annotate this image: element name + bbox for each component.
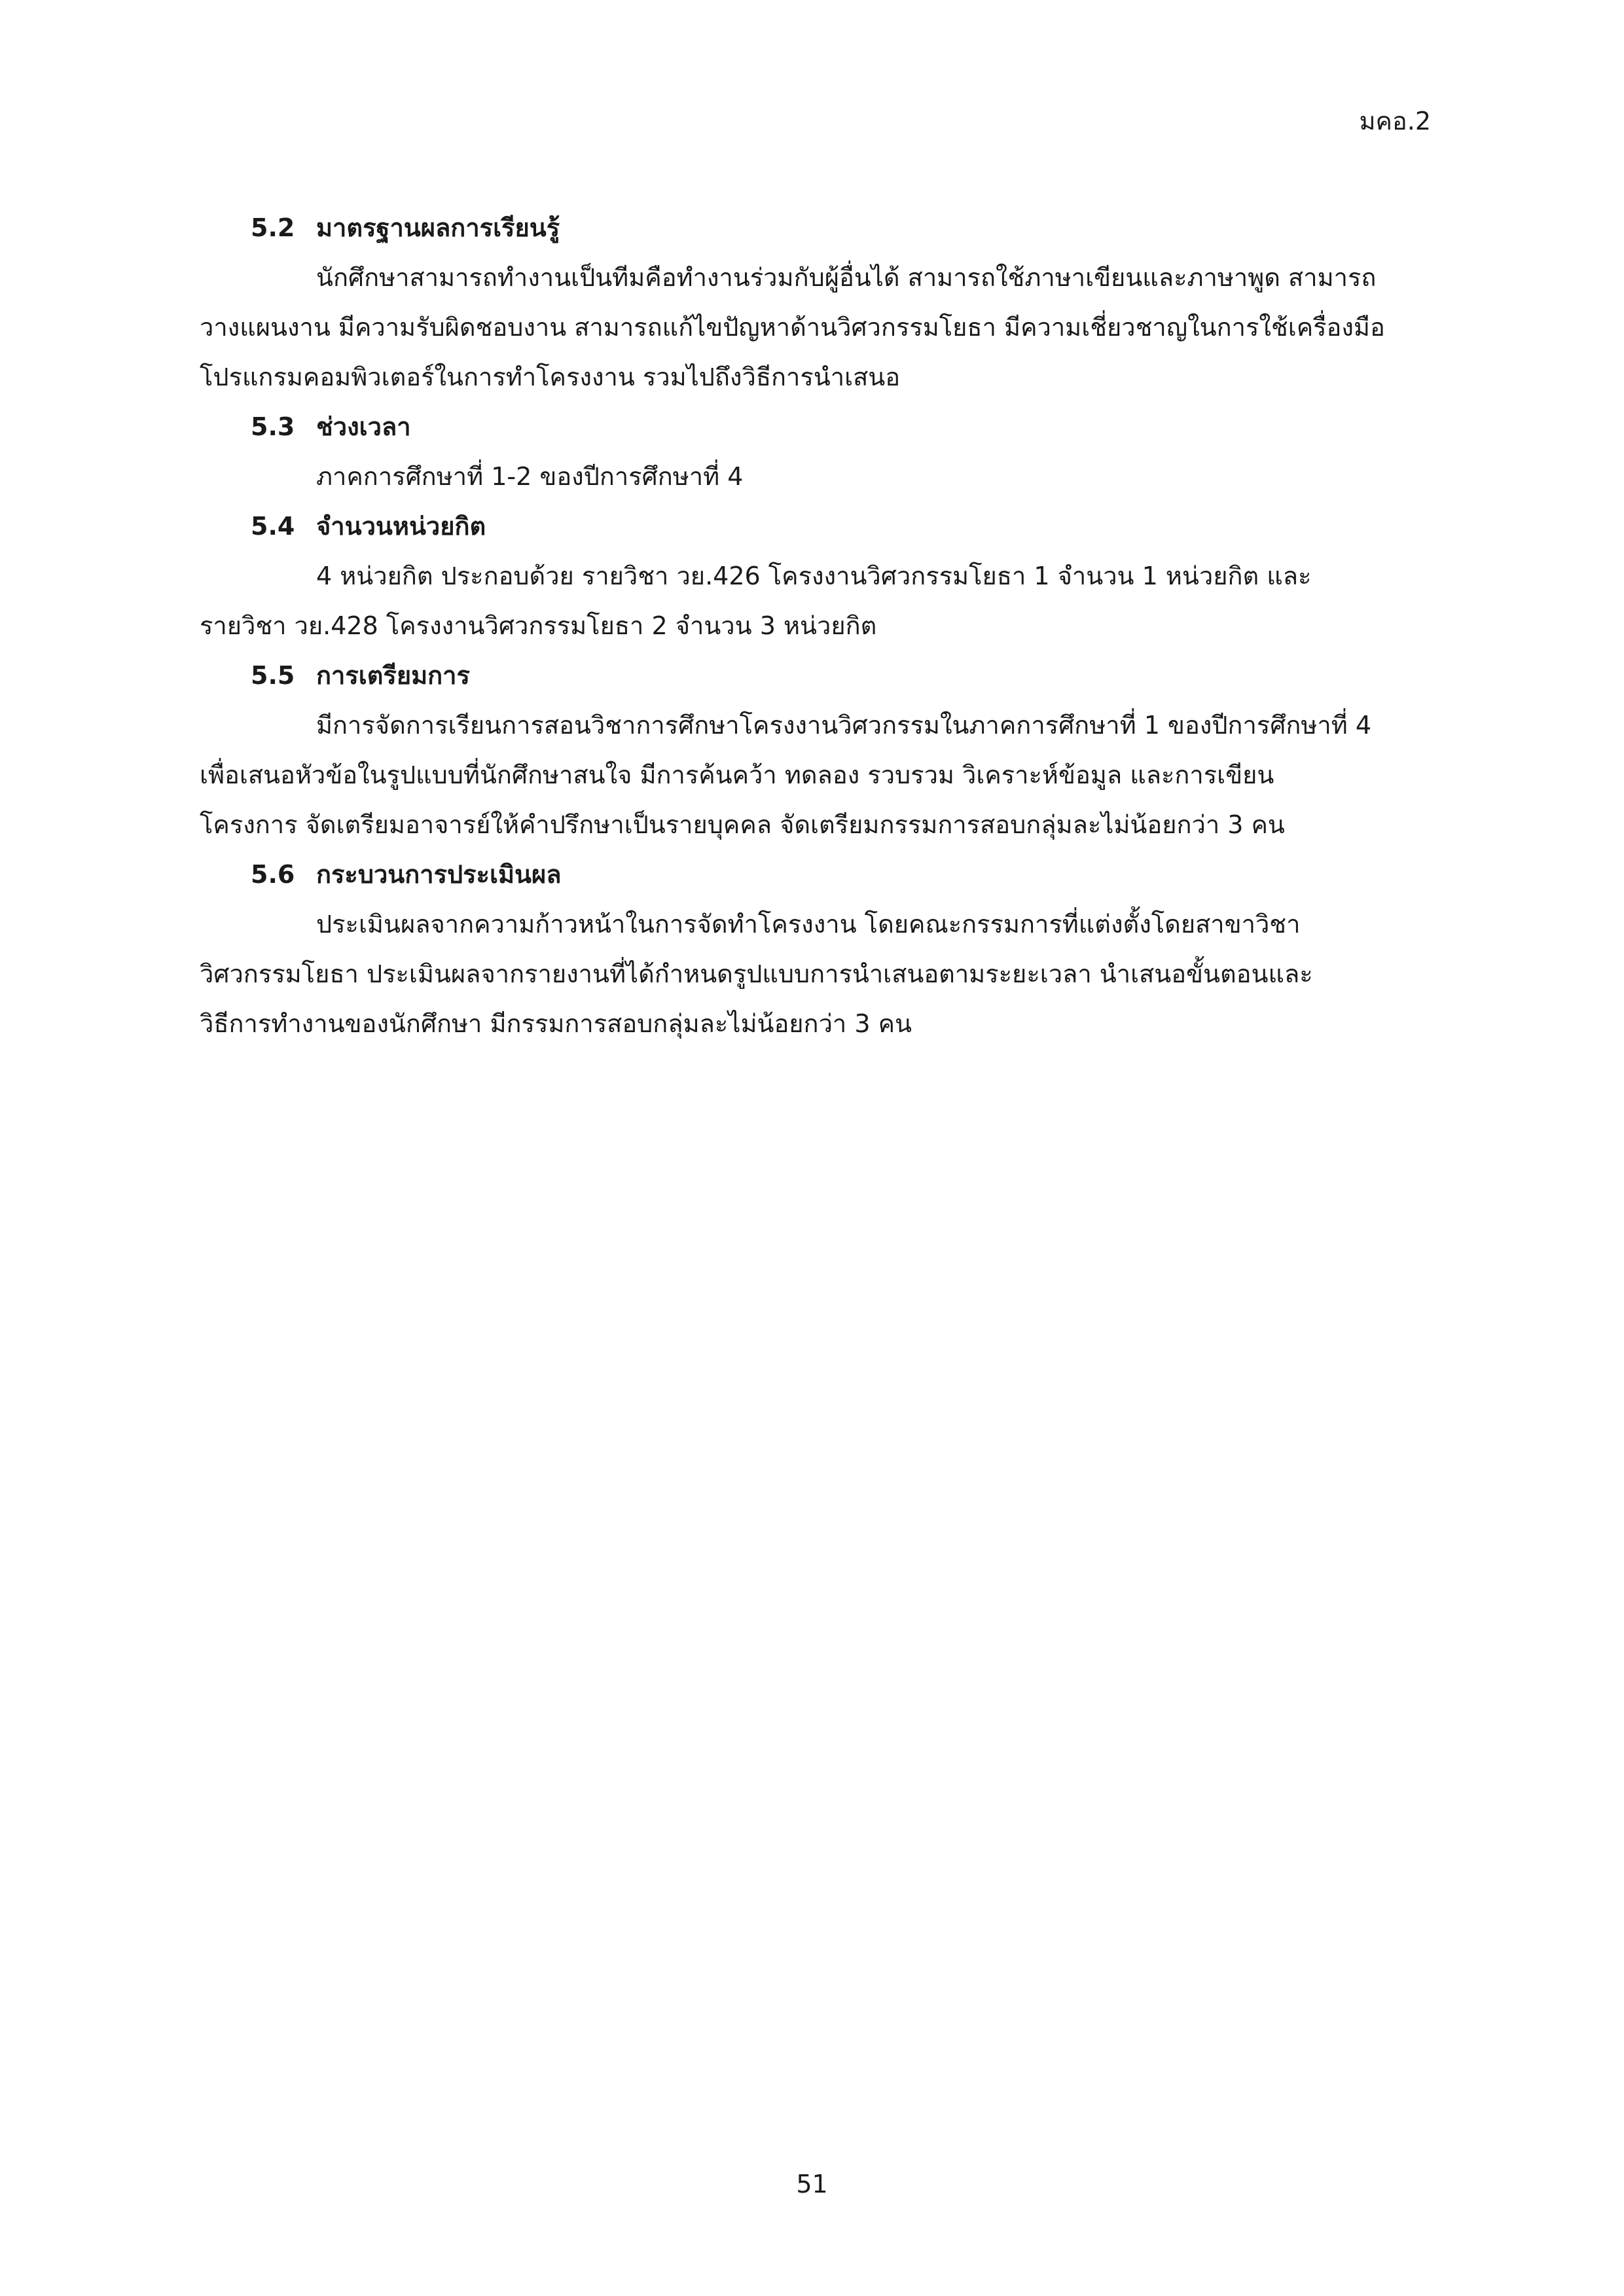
section-number: 5.6 [251, 860, 295, 889]
section-number: 5.3 [251, 412, 295, 441]
section-heading [200, 402, 1450, 452]
section-paragraph [200, 700, 1450, 850]
section-paragraph [200, 452, 1450, 501]
section-title: จำนวนหน่วยกิต [316, 512, 486, 541]
paragraph-line: นักศึกษาสามารถทำงานเป็นทีมคือทำงานร่วมกับผู้อื่นได้ สามารถใช้ภาษาเขียนและภาษาพูด สามารถ [316, 263, 1377, 292]
paragraph-line: วิศวกรรมโยธา ประเมินผลจากรายงานที่ได้กำหนดรูปแบบการนำเสนอตามระยะเวลา นำเสนอขั้นตอนและ [200, 960, 1313, 988]
paragraph-line: เพื่อเสนอหัวข้อในรูปแบบที่นักศึกษาสนใจ มีการค้นคว้า ทดลอง รวบรวม วิเคราะห์ข้อมูล และการเขียน [200, 761, 1274, 789]
section-title: มาตรฐานผลการเรียนรู้ [316, 213, 560, 242]
paragraph-line: โปรแกรมคอมพิวเตอร์ในการทำโครงงาน รวมไปถึงวิธีการนำเสนอ [200, 363, 901, 391]
document-body [200, 203, 1450, 1049]
section-number: 5.4 [251, 512, 295, 541]
section-number: 5.5 [251, 661, 295, 690]
paragraph-line: 4 หน่วยกิต ประกอบด้วย รายวิชา วย.426 โครงงานวิศวกรรมโยธา 1 จำนวน 1 หน่วยกิต และ [316, 562, 1312, 590]
section-heading [200, 203, 1450, 253]
section-title: ช่วงเวลา [316, 412, 411, 441]
section-5-3 [200, 402, 1450, 501]
section-5-5 [200, 651, 1450, 850]
paragraph-line: มีการจัดการเรียนการสอนวิชาการศึกษาโครงงานวิศวกรรมในภาคการศึกษาที่ 1 ของปีการศึกษาที่ 4 [316, 711, 1372, 740]
paragraph-line: รายวิชา วย.428 โครงงานวิศวกรรมโยธา 2 จำนวน 3 หน่วยกิต [200, 611, 877, 640]
page-number: 51 [796, 2170, 828, 2198]
paragraph-line: วางแผนงาน มีความรับผิดชอบงาน สามารถแก้ไขปัญหาด้านวิศวกรรมโยธา มีความเชี่ยวชาญในการใช้เครื่องมือ [200, 313, 1385, 342]
section-5-2 [200, 203, 1450, 402]
paragraph-line: ประเมินผลจากความก้าวหน้าในการจัดทำโครงงาน โดยคณะกรรมการที่แต่งตั้งโดยสาขาวิชา [316, 910, 1301, 939]
section-title: กระบวนการประเมินผล [316, 860, 562, 889]
section-5-4 [200, 501, 1450, 651]
section-paragraph [200, 253, 1450, 402]
paragraph-line: โครงการ จัดเตรียมอาจารย์ให้คำปรึกษาเป็นรายบุคคล จัดเตรียมกรรมการสอบกลุ่มละไม่น้อยกว่า 3 คน [200, 810, 1285, 839]
section-5-6 [200, 850, 1450, 1049]
section-heading [200, 850, 1450, 899]
section-heading [200, 651, 1450, 700]
section-title: การเตรียมการ [316, 661, 470, 690]
section-heading [200, 501, 1450, 551]
paragraph-line: วิธีการทำงานของนักศึกษา มีกรรมการสอบกลุ่มละไม่น้อยกว่า 3 คน [200, 1009, 912, 1038]
section-paragraph [200, 551, 1450, 651]
section-number: 5.2 [251, 213, 295, 242]
paragraph-line: ภาคการศึกษาที่ 1-2 ของปีการศึกษาที่ 4 [316, 462, 744, 491]
document-code: มคอ.2 [1359, 107, 1431, 135]
section-paragraph [200, 899, 1450, 1049]
